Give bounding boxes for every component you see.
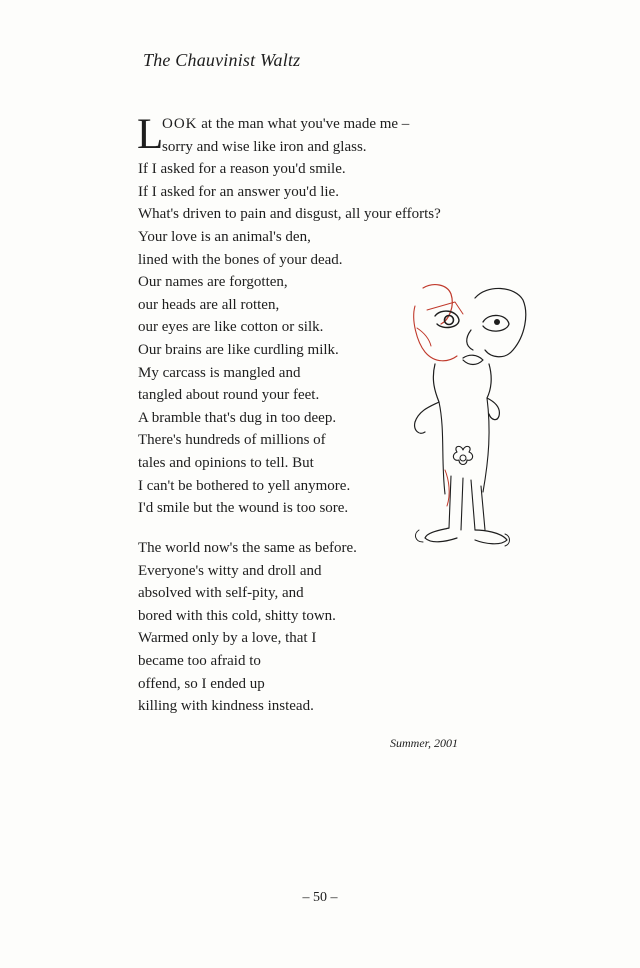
poem-line: lined with the bones of your dead.: [138, 251, 343, 268]
poem-line: I can't be bothered to yell anymore.: [138, 477, 351, 494]
stanza-1: [138, 113, 441, 520]
poem-line: became too afraid to: [138, 652, 261, 669]
poem-line: tangled about round your feet.: [138, 387, 320, 404]
poem-line: our heads are all rotten,: [138, 296, 280, 313]
face-outline: [475, 288, 526, 356]
legs: [449, 476, 485, 530]
poem-line: If I asked for an answer you'd lie.: [138, 183, 339, 200]
poem-line: Our brains are like curdling milk.: [138, 341, 339, 358]
poem-line: What's driven to pain and disgust, all your efforts?: [138, 206, 441, 223]
right-eye-pupil: [494, 319, 500, 325]
feet: [425, 528, 507, 544]
poem-line: tales and opinions to tell. But: [138, 454, 314, 471]
stanza-2: [138, 537, 357, 718]
poem-line: Your love is an animal's den,: [138, 228, 311, 245]
poem-line: My carcass is mangled and: [138, 364, 301, 381]
figure-sketch-illustration: [405, 280, 530, 555]
poem-line: our eyes are like cotton or silk.: [138, 319, 324, 336]
poem-line: I'd smile but the wound is too sore.: [138, 500, 349, 517]
poem-line: There's hundreds of millions of: [138, 432, 326, 449]
red-sketch-stroke: [417, 328, 431, 346]
poem-line: Everyone's witty and droll and: [138, 562, 322, 579]
page-number: – 50 –: [302, 890, 338, 905]
poem-line: offend, so I ended up: [138, 675, 265, 692]
nose-mouth: [463, 330, 483, 365]
body-outline: [487, 364, 499, 420]
poem-title: The Chauvinist Waltz: [143, 50, 301, 70]
red-sketch-stroke: [427, 302, 463, 314]
poem-line: sorry and wise like iron and glass.: [162, 138, 367, 155]
first-line-caps: OOK: [162, 116, 198, 132]
poem-line: bored with this cold, shitty town.: [138, 607, 336, 624]
first-line-rest: at the man what you've made me –: [197, 116, 410, 132]
torso: [439, 398, 489, 494]
red-sketch-stroke: [414, 306, 457, 361]
poem-line: killing with kindness instead.: [138, 698, 314, 715]
flower-center: [460, 455, 466, 461]
poem-line: If I asked for a reason you'd smile.: [138, 161, 346, 178]
poem-line: A bramble that's dug in too deep.: [138, 409, 337, 426]
poem-line: The world now's the same as before.: [138, 540, 357, 556]
red-sketch-stroke: [445, 470, 449, 506]
poem-line: Our names are forgotten,: [138, 274, 288, 291]
poem-line: absolved with self-pity, and: [138, 585, 304, 602]
drop-cap: L: [137, 111, 164, 158]
body-outline: [415, 364, 439, 433]
poem-line: Warmed only by a love, that I: [138, 630, 317, 647]
poem-date: Summer, 2001: [390, 736, 458, 750]
